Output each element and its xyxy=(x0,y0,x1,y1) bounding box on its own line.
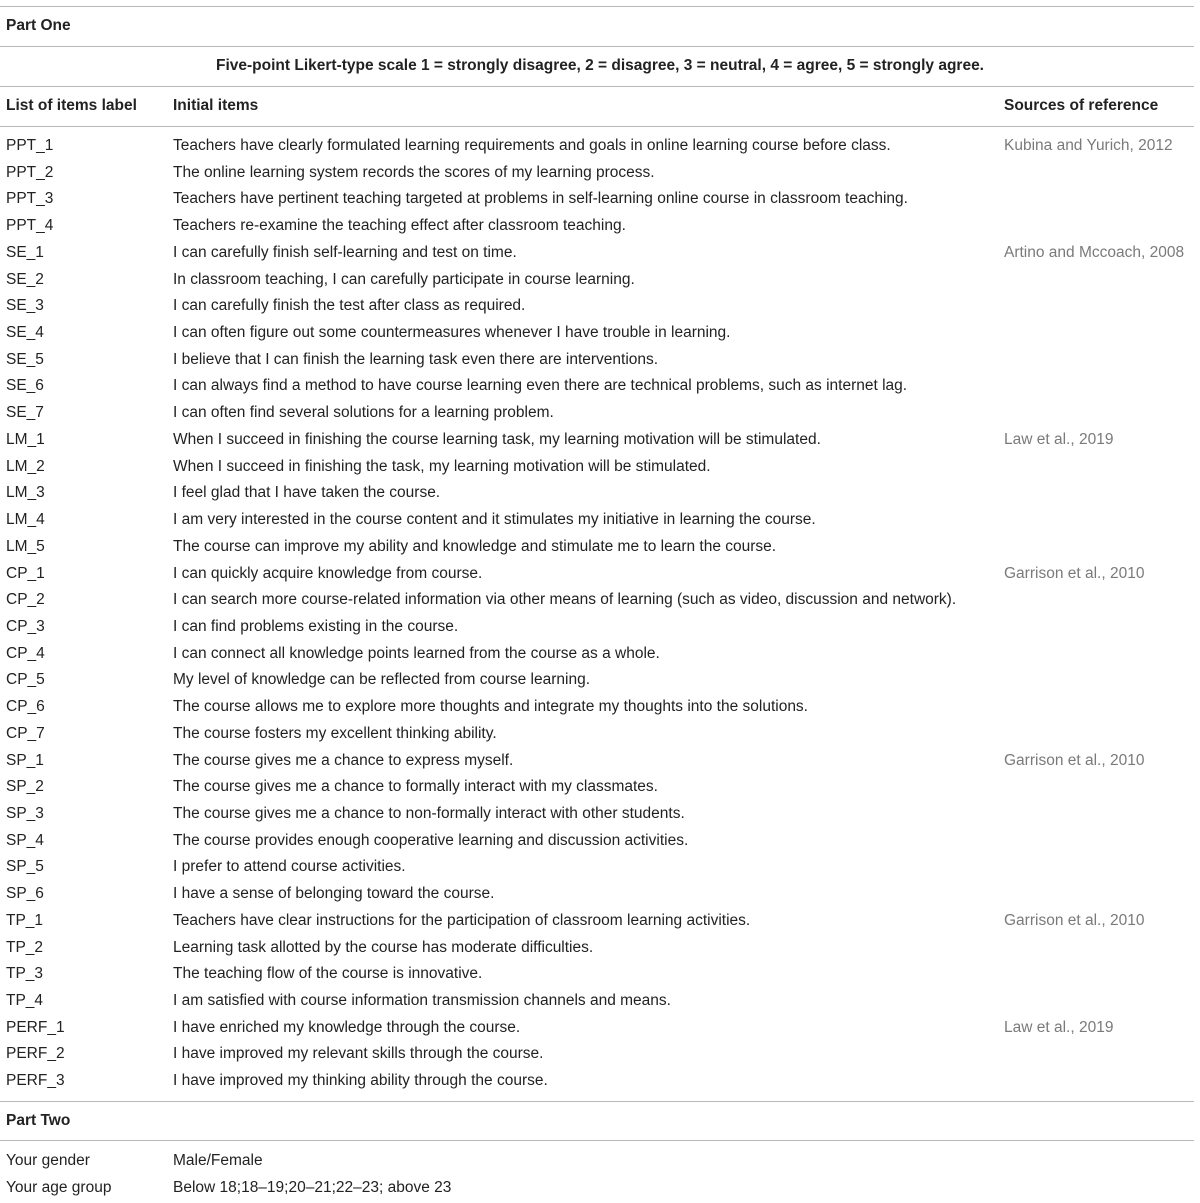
table-row xyxy=(0,186,1200,213)
column-header-label: List of items label xyxy=(6,97,137,114)
demographic-label: Your gender xyxy=(6,1152,90,1169)
item-label: PPT_2 xyxy=(6,163,54,181)
table-row xyxy=(0,507,1200,534)
table-row xyxy=(0,881,1200,908)
item-label: SP_1 xyxy=(6,751,44,769)
item-label: SE_1 xyxy=(6,243,44,261)
item-label: TP_2 xyxy=(6,938,44,956)
item-text: I believe that I can finish the learning task even there are interventions. xyxy=(173,350,659,368)
item-text: In classroom teaching, I can carefully participate in course learning. xyxy=(173,270,635,288)
item-label: PPT_1 xyxy=(6,137,54,154)
item-text: I have a sense of belonging toward the course. xyxy=(173,885,495,903)
item-text: I have improved my relevant skills through the course. xyxy=(173,1045,544,1063)
item-label: LM_5 xyxy=(6,537,45,555)
item-text: I can carefully finish the test after class as required. xyxy=(173,297,526,315)
column-header-item: Initial items xyxy=(173,97,259,114)
table-row xyxy=(0,480,1200,507)
item-source: Kubina and Yurich, 2012 xyxy=(1004,137,1173,154)
part-one-title: Part One xyxy=(6,17,71,34)
item-text: I can quickly acquire knowledge from course. xyxy=(173,564,483,582)
item-text: I can often find several solutions for a learning problem. xyxy=(173,404,554,422)
rule-after-part-one xyxy=(0,46,1194,47)
table-row xyxy=(0,320,1200,347)
table-row xyxy=(0,641,1200,668)
table-row xyxy=(0,961,1200,988)
item-label: SP_4 xyxy=(6,831,44,849)
item-label: CP_5 xyxy=(6,671,45,689)
item-text: Teachers re-examine the teaching effect after classroom teaching. xyxy=(173,217,626,235)
table-row xyxy=(0,1068,1200,1095)
item-label: LM_3 xyxy=(6,484,45,502)
item-text: The course gives me a chance to express myself. xyxy=(173,751,514,769)
item-text: The course gives me a chance to formally interact with my classmates. xyxy=(173,778,658,796)
table-row xyxy=(0,1015,1200,1042)
item-source: Law et al., 2019 xyxy=(1004,1018,1114,1036)
item-label: SE_7 xyxy=(6,404,44,422)
item-source: Artino and Mccoach, 2008 xyxy=(1004,243,1185,261)
item-text: Learning task allotted by the course has moderate difficulties. xyxy=(173,938,594,956)
table-row xyxy=(0,240,1200,267)
item-label: LM_1 xyxy=(6,430,45,448)
table-row xyxy=(0,854,1200,881)
table-row xyxy=(0,1041,1200,1068)
item-label: SP_2 xyxy=(6,778,44,796)
table-row xyxy=(0,400,1200,427)
table-row xyxy=(0,213,1200,240)
column-header-source: Sources of reference xyxy=(1004,97,1159,114)
item-source: Garrison et al., 2010 xyxy=(1004,751,1145,769)
item-text: When I succeed in finishing the course learning task, my learning motivation will be stimulated. xyxy=(173,430,821,448)
table-row xyxy=(0,427,1200,454)
item-text: I can search more course-related information via other means of learning (such as video, discussion and network). xyxy=(173,591,957,609)
item-text: The course can improve my ability and knowledge and stimulate me to learn the course. xyxy=(173,537,777,555)
item-label: TP_3 xyxy=(6,965,44,983)
table-row xyxy=(0,587,1200,614)
item-label: PPT_3 xyxy=(6,190,54,208)
item-text: The course fosters my excellent thinking ability. xyxy=(173,724,497,742)
item-text: I am satisfied with course information transmission channels and means. xyxy=(173,992,671,1009)
table-row xyxy=(0,748,1200,775)
demographic-row xyxy=(0,1147,1200,1174)
table-row xyxy=(0,667,1200,694)
table-row xyxy=(0,721,1200,748)
item-text: My level of knowledge can be reflected from course learning. xyxy=(173,671,590,689)
demographic-options: Below 18;18–19;20–21;22–23; above 23 xyxy=(173,1179,452,1196)
table-row xyxy=(0,133,1200,160)
table-row xyxy=(0,828,1200,855)
table-row xyxy=(0,561,1200,588)
part-one-rows xyxy=(0,133,1200,1095)
demographic-row xyxy=(0,1174,1200,1201)
likert-scale-note: Five-point Likert-type scale 1 = strongly disagree, 2 = disagree, 3 = neutral, 4 = agree, 5 = strongly agree. xyxy=(216,57,984,74)
item-label: SE_2 xyxy=(6,270,44,288)
table-row xyxy=(0,801,1200,828)
table-row xyxy=(0,267,1200,294)
item-text: I am very interested in the course content and it stimulates my initiative in learning the course. xyxy=(173,511,816,529)
item-label: PPT_4 xyxy=(6,217,54,235)
rule-after-part-two xyxy=(0,1140,1194,1141)
item-text: Teachers have clear instructions for the participation of classroom learning activities. xyxy=(173,911,751,929)
item-text: The online learning system records the scores of my learning process. xyxy=(173,163,655,181)
table-row xyxy=(0,293,1200,320)
item-label: PERF_2 xyxy=(6,1045,65,1063)
table-row xyxy=(0,160,1200,187)
item-label: PERF_1 xyxy=(6,1018,65,1036)
table-row xyxy=(0,534,1200,561)
table-row xyxy=(0,908,1200,935)
item-text: The course provides enough cooperative learning and discussion activities. xyxy=(173,831,689,849)
item-text: The course allows me to explore more thoughts and integrate my thoughts into the solutions. xyxy=(173,698,808,716)
table-row xyxy=(0,935,1200,962)
item-label: CP_3 xyxy=(6,617,45,635)
item-text: Teachers have clearly formulated learning requirements and goals in online learning course before class. xyxy=(173,137,891,154)
item-label: SE_3 xyxy=(6,297,44,315)
item-label: CP_7 xyxy=(6,724,45,742)
item-text: I have improved my thinking ability through the course. xyxy=(173,1072,548,1090)
item-text: The course gives me a chance to non-formally interact with other students. xyxy=(173,804,685,822)
table-row xyxy=(0,614,1200,641)
item-source: Garrison et al., 2010 xyxy=(1004,911,1145,929)
demographic-label: Your age group xyxy=(6,1179,112,1196)
item-text: I can carefully finish self-learning and test on time. xyxy=(173,243,517,261)
item-label: SE_5 xyxy=(6,350,44,368)
rule-after-part-one-rows xyxy=(0,1101,1194,1102)
part-two-title: Part Two xyxy=(6,1112,71,1129)
item-label: LM_4 xyxy=(6,511,45,529)
item-label: CP_4 xyxy=(6,644,45,662)
item-text: I prefer to attend course activities. xyxy=(173,858,406,876)
item-text: When I succeed in finishing the task, my learning motivation will be stimulated. xyxy=(173,457,711,475)
table-row xyxy=(0,454,1200,481)
demographic-options: Male/Female xyxy=(173,1152,263,1169)
item-label: CP_1 xyxy=(6,564,45,582)
item-label: PERF_3 xyxy=(6,1072,65,1090)
table-row xyxy=(0,774,1200,801)
item-label: SP_5 xyxy=(6,858,44,876)
item-text: I can connect all knowledge points learned from the course as a whole. xyxy=(173,644,660,662)
table-row xyxy=(0,988,1200,1015)
rule-after-column-headers xyxy=(0,126,1194,127)
item-text: I have enriched my knowledge through the course. xyxy=(173,1018,521,1036)
table-row xyxy=(0,694,1200,721)
item-label: LM_2 xyxy=(6,457,45,475)
item-label: SE_6 xyxy=(6,377,44,395)
item-source: Law et al., 2019 xyxy=(1004,430,1114,448)
table-row xyxy=(0,347,1200,374)
item-text: I can often figure out some countermeasures whenever I have trouble in learning. xyxy=(173,324,731,342)
item-text: Teachers have pertinent teaching targeted at problems in self-learning online course in classroom teaching. xyxy=(173,190,908,208)
rule-after-scale-note xyxy=(0,86,1194,87)
item-label: SE_4 xyxy=(6,324,44,342)
item-text: I can always find a method to have course learning even there are technical problems, such as internet lag. xyxy=(173,377,908,395)
item-text: I feel glad that I have taken the course. xyxy=(173,484,441,502)
table-row xyxy=(0,373,1200,400)
item-label: SP_6 xyxy=(6,885,44,903)
item-label: CP_6 xyxy=(6,698,45,716)
part-two-rows xyxy=(0,1147,1200,1201)
item-label: SP_3 xyxy=(6,804,44,822)
item-text: The teaching flow of the course is innovative. xyxy=(173,965,483,983)
item-label: TP_1 xyxy=(6,911,44,929)
item-label: CP_2 xyxy=(6,591,45,609)
item-source: Garrison et al., 2010 xyxy=(1004,564,1145,582)
top-rule xyxy=(0,6,1194,7)
item-label: TP_4 xyxy=(6,992,44,1009)
item-text: I can find problems existing in the course. xyxy=(173,617,459,635)
